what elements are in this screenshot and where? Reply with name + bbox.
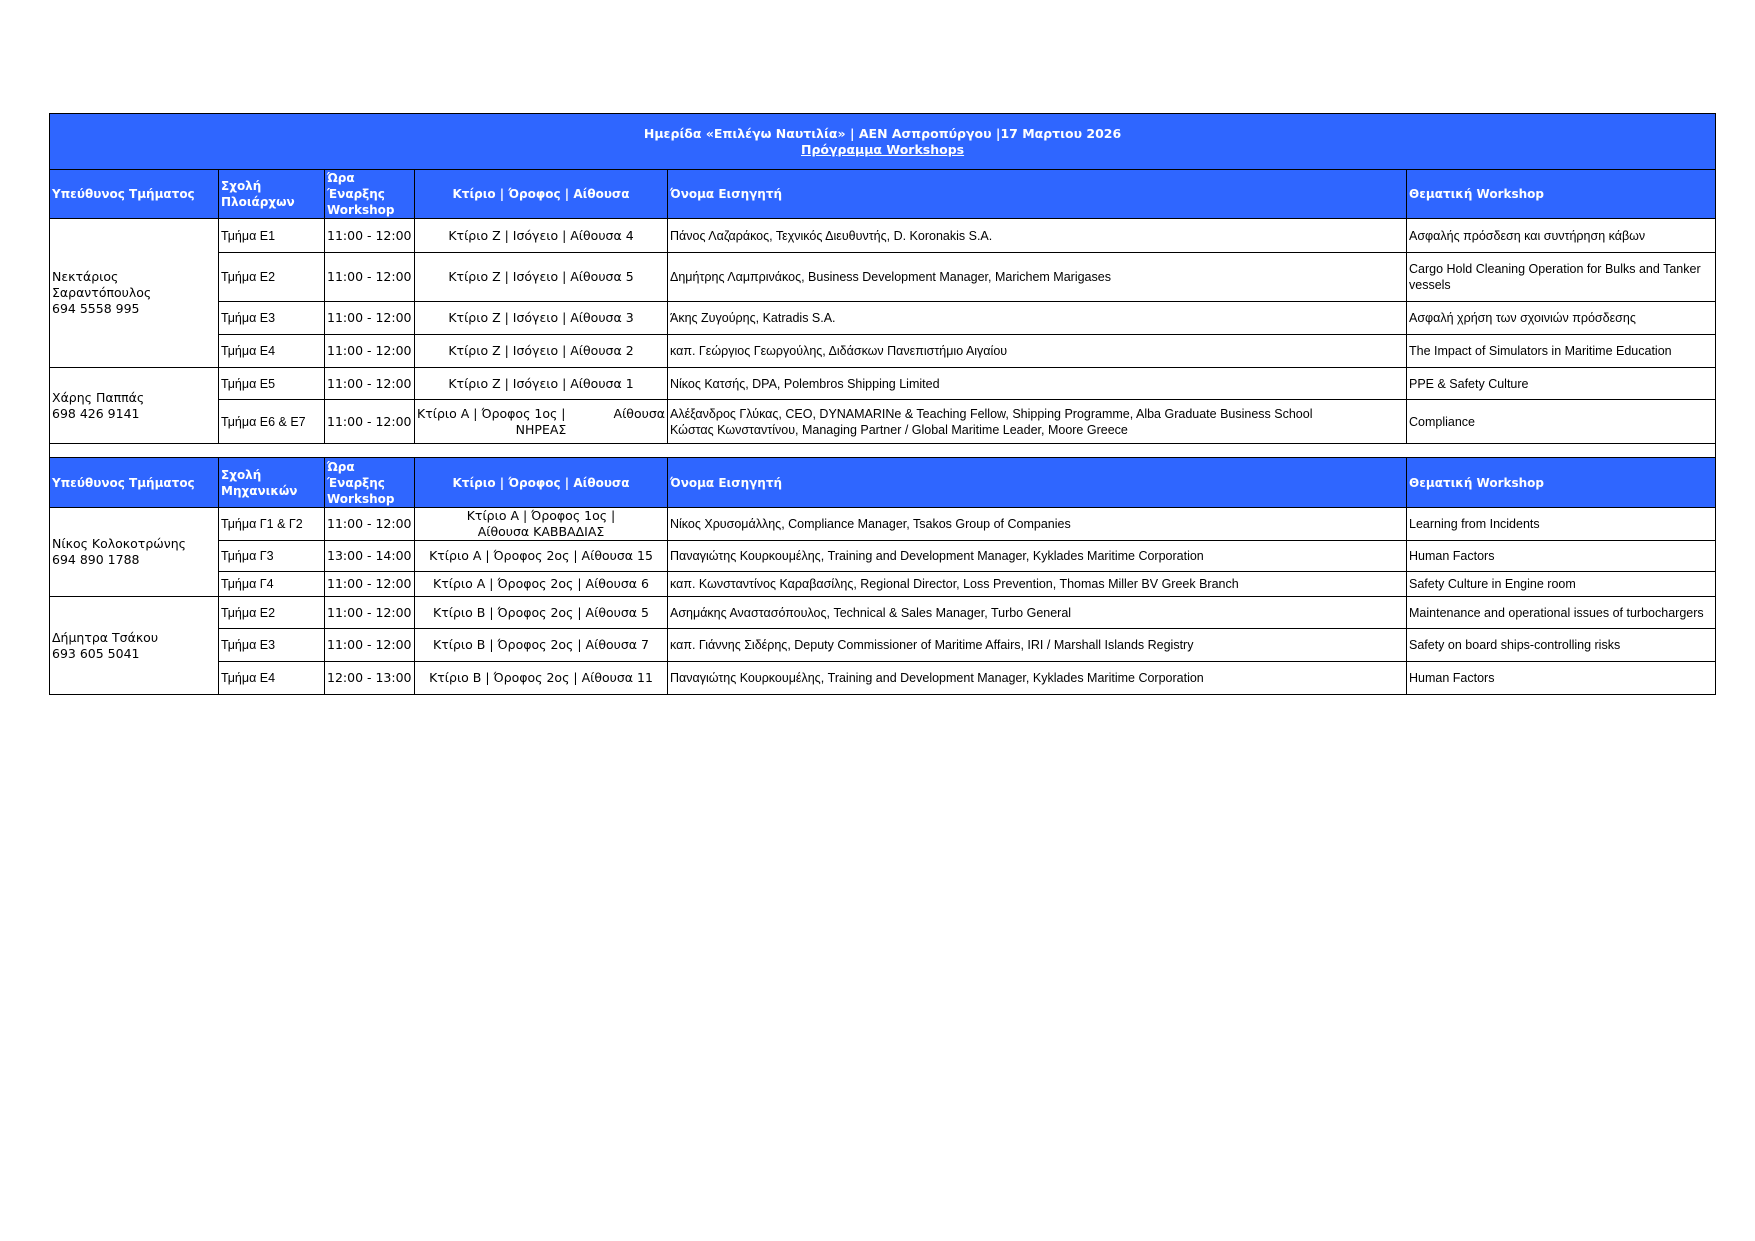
start-time: 11:00 - 12:00 xyxy=(325,253,415,302)
room: Κτίριο Ζ | Ισόγειο | Αίθουσα 2 xyxy=(415,335,668,368)
department: Τμήμα Ε4 xyxy=(219,662,325,695)
start-time: 11:00 - 12:00 xyxy=(325,572,415,597)
header-responsible: Υπεύθυνος Τμήματος xyxy=(50,170,219,219)
speaker: Παναγιώτης Κουρκουμέλης, Training and Development Manager, Kyklades Maritime Corporation xyxy=(668,541,1407,572)
department: Τμήμα Ε3 xyxy=(219,302,325,335)
room-part: Κτίριο Α | Όροφος 1ος | xyxy=(466,508,616,523)
title-line: Ημερίδα «Επιλέγω Ναυτιλία» | ΑΕΝ Ασπροπύργου |17 Μαρτιου 2026 xyxy=(643,126,1122,141)
room: Κτίριο Ζ | Ισόγειο | Αίθουσα 5 xyxy=(415,253,668,302)
topic: Maintenance and operational issues of turbochargers xyxy=(1407,597,1716,629)
header-time: Ώρα Έναρξης Workshop xyxy=(325,458,415,508)
department: Τμήμα Γ1 & Γ2 xyxy=(219,508,325,541)
person-phone: 694 5558 995 xyxy=(52,301,140,316)
speaker-line: Αλέξανδρος Γλύκας, CEO, DYNAMARINe & Teaching Fellow, Shipping Programme, Alba Graduate Business School xyxy=(670,406,1313,421)
table-row xyxy=(50,508,1716,541)
table-row xyxy=(50,629,1716,662)
responsible-person xyxy=(50,219,219,368)
responsible-person xyxy=(50,508,219,597)
speaker: Ασημάκης Αναστασόπουλος, Technical & Sales Manager, Turbo General xyxy=(668,597,1407,629)
table-row xyxy=(50,662,1716,695)
topic: Safety Culture in Engine room xyxy=(1407,572,1716,597)
start-time: 13:00 - 14:00 xyxy=(325,541,415,572)
table-row xyxy=(50,400,1716,444)
section-spacer xyxy=(50,444,1716,458)
subtitle-line: Πρόγραμμα Workshops xyxy=(800,142,965,157)
speaker: Νίκος Χρυσομάλλης, Compliance Manager, Tsakos Group of Companies xyxy=(668,508,1407,541)
responsible-person xyxy=(50,597,219,695)
room: Κτίριο Β | Όροφος 2ος | Αίθουσα 11 xyxy=(415,662,668,695)
start-time: 11:00 - 12:00 xyxy=(325,302,415,335)
topic: PPE & Safety Culture xyxy=(1407,368,1716,400)
topic: Learning from Incidents xyxy=(1407,508,1716,541)
department: Τμήμα Γ3 xyxy=(219,541,325,572)
section2-header-row xyxy=(50,458,1716,508)
department: Τμήμα Ε2 xyxy=(219,253,325,302)
department: Τμήμα Ε5 xyxy=(219,368,325,400)
topic: Safety on board ships-controlling risks xyxy=(1407,629,1716,662)
start-time: 11:00 - 12:00 xyxy=(325,335,415,368)
header-topic: Θεματική Workshop xyxy=(1407,170,1716,219)
person-name: Νίκος Κολοκοτρώνης xyxy=(52,536,186,551)
department: Τμήμα Ε1 xyxy=(219,219,325,253)
header-speaker: Όνομα Εισηγητή xyxy=(668,458,1407,508)
header-topic: Θεματική Workshop xyxy=(1407,458,1716,508)
header-school: Σχολή Πλοιάρχων xyxy=(219,170,325,219)
table-row xyxy=(50,541,1716,572)
room-part: ΝΗΡΕΑΣ xyxy=(515,421,567,437)
room: Κτίριο Α | Όροφος 2ος | Αίθουσα 15 xyxy=(415,541,668,572)
speaker xyxy=(668,400,1407,444)
table-row xyxy=(50,335,1716,368)
speaker: Πάνος Λαζαράκος, Τεχνικός Διευθυντής, D. Koronakis S.A. xyxy=(668,219,1407,253)
workshop-schedule-table xyxy=(49,113,1716,695)
start-time: 11:00 - 12:00 xyxy=(325,219,415,253)
department: Τμήμα Ε6 & Ε7 xyxy=(219,400,325,444)
responsible-person xyxy=(50,368,219,444)
department: Τμήμα Ε4 xyxy=(219,335,325,368)
speaker: Παναγιώτης Κουρκουμέλης, Training and Development Manager, Kyklades Maritime Corporation xyxy=(668,662,1407,695)
header-responsible: Υπεύθυνος Τμήματος xyxy=(50,458,219,508)
topic: Ασφαλή χρήση των σχοινιών πρόσδεσης xyxy=(1407,302,1716,335)
room: Κτίριο Β | Όροφος 2ος | Αίθουσα 7 xyxy=(415,629,668,662)
room xyxy=(415,400,668,444)
header-time: Ώρα Έναρξης Workshop xyxy=(325,170,415,219)
topic: Ασφαλής πρόσδεση και συντήρηση κάβων xyxy=(1407,219,1716,253)
topic: Human Factors xyxy=(1407,541,1716,572)
room: Κτίριο Ζ | Ισόγειο | Αίθουσα 1 xyxy=(415,368,668,400)
start-time: 11:00 - 12:00 xyxy=(325,400,415,444)
speaker: Άκης Ζυγούρης, Katradis S.A. xyxy=(668,302,1407,335)
department: Τμήμα Ε3 xyxy=(219,629,325,662)
document-title xyxy=(50,114,1716,170)
speaker: καπ. Γιάννης Σιδέρης, Deputy Commissioner of Maritime Affairs, IRI / Marshall Islands Registry xyxy=(668,629,1407,662)
department: Τμήμα Ε2 xyxy=(219,597,325,629)
section1-header-row xyxy=(50,170,1716,219)
room-part: Αίθουσα ΚΑΒΒΑΔΙΑΣ xyxy=(477,524,605,539)
speaker: Δημήτρης Λαμπρινάκος, Business Development Manager, Marichem Marigases xyxy=(668,253,1407,302)
table-row xyxy=(50,219,1716,253)
table-row xyxy=(50,368,1716,400)
header-school: Σχολή Μηχανικών xyxy=(219,458,325,508)
person-phone: 693 605 5041 xyxy=(52,645,140,661)
header-speaker: Όνομα Εισηγητή xyxy=(668,170,1407,219)
topic: The Impact of Simulators in Maritime Education xyxy=(1407,335,1716,368)
room: Κτίριο Α | Όροφος 2ος | Αίθουσα 6 xyxy=(415,572,668,597)
room-part: Αίθουσα xyxy=(613,405,665,421)
person-phone: 694 890 1788 xyxy=(52,552,140,567)
speaker: Νίκος Κατσής, DPA, Polembros Shipping Limited xyxy=(668,368,1407,400)
start-time: 11:00 - 12:00 xyxy=(325,629,415,662)
table-row xyxy=(50,302,1716,335)
room: Κτίριο Β | Όροφος 2ος | Αίθουσα 5 xyxy=(415,597,668,629)
department: Τμήμα Γ4 xyxy=(219,572,325,597)
header-room: Κτίριο | Όροφος | Αίθουσα xyxy=(415,170,668,219)
room-part: Κτίριο Α | Όροφος 1ος | xyxy=(417,405,566,421)
person-phone: 698 426 9141 xyxy=(52,405,140,421)
speaker-line: Κώστας Κωνσταντίνου, Managing Partner / Global Maritime Leader, Moore Greece xyxy=(670,422,1128,437)
person-name: Νεκτάριος Σαραντόπουλος xyxy=(52,269,152,300)
topic: Cargo Hold Cleaning Operation for Bulks and Tanker vessels xyxy=(1407,253,1716,302)
person-name: Χάρης Παππάς xyxy=(52,389,145,405)
room: Κτίριο Ζ | Ισόγειο | Αίθουσα 4 xyxy=(415,219,668,253)
start-time: 11:00 - 12:00 xyxy=(325,508,415,541)
header-room: Κτίριο | Όροφος | Αίθουσα xyxy=(415,458,668,508)
start-time: 11:00 - 12:00 xyxy=(325,597,415,629)
start-time: 12:00 - 13:00 xyxy=(325,662,415,695)
room: Κτίριο Ζ | Ισόγειο | Αίθουσα 3 xyxy=(415,302,668,335)
speaker: καπ. Γεώργιος Γεωργούλης, Διδάσκων Πανεπιστήμιο Αιγαίου xyxy=(668,335,1407,368)
person-name: Δήμητρα Τσάκου xyxy=(52,629,159,645)
speaker: καπ. Κωνσταντίνος Καραβασίλης, Regional Director, Loss Prevention, Thomas Miller BV Greek Branch xyxy=(668,572,1407,597)
topic: Human Factors xyxy=(1407,662,1716,695)
table-row xyxy=(50,572,1716,597)
start-time: 11:00 - 12:00 xyxy=(325,368,415,400)
topic: Compliance xyxy=(1407,400,1716,444)
table-row xyxy=(50,597,1716,629)
room xyxy=(415,508,668,541)
table-row xyxy=(50,253,1716,302)
